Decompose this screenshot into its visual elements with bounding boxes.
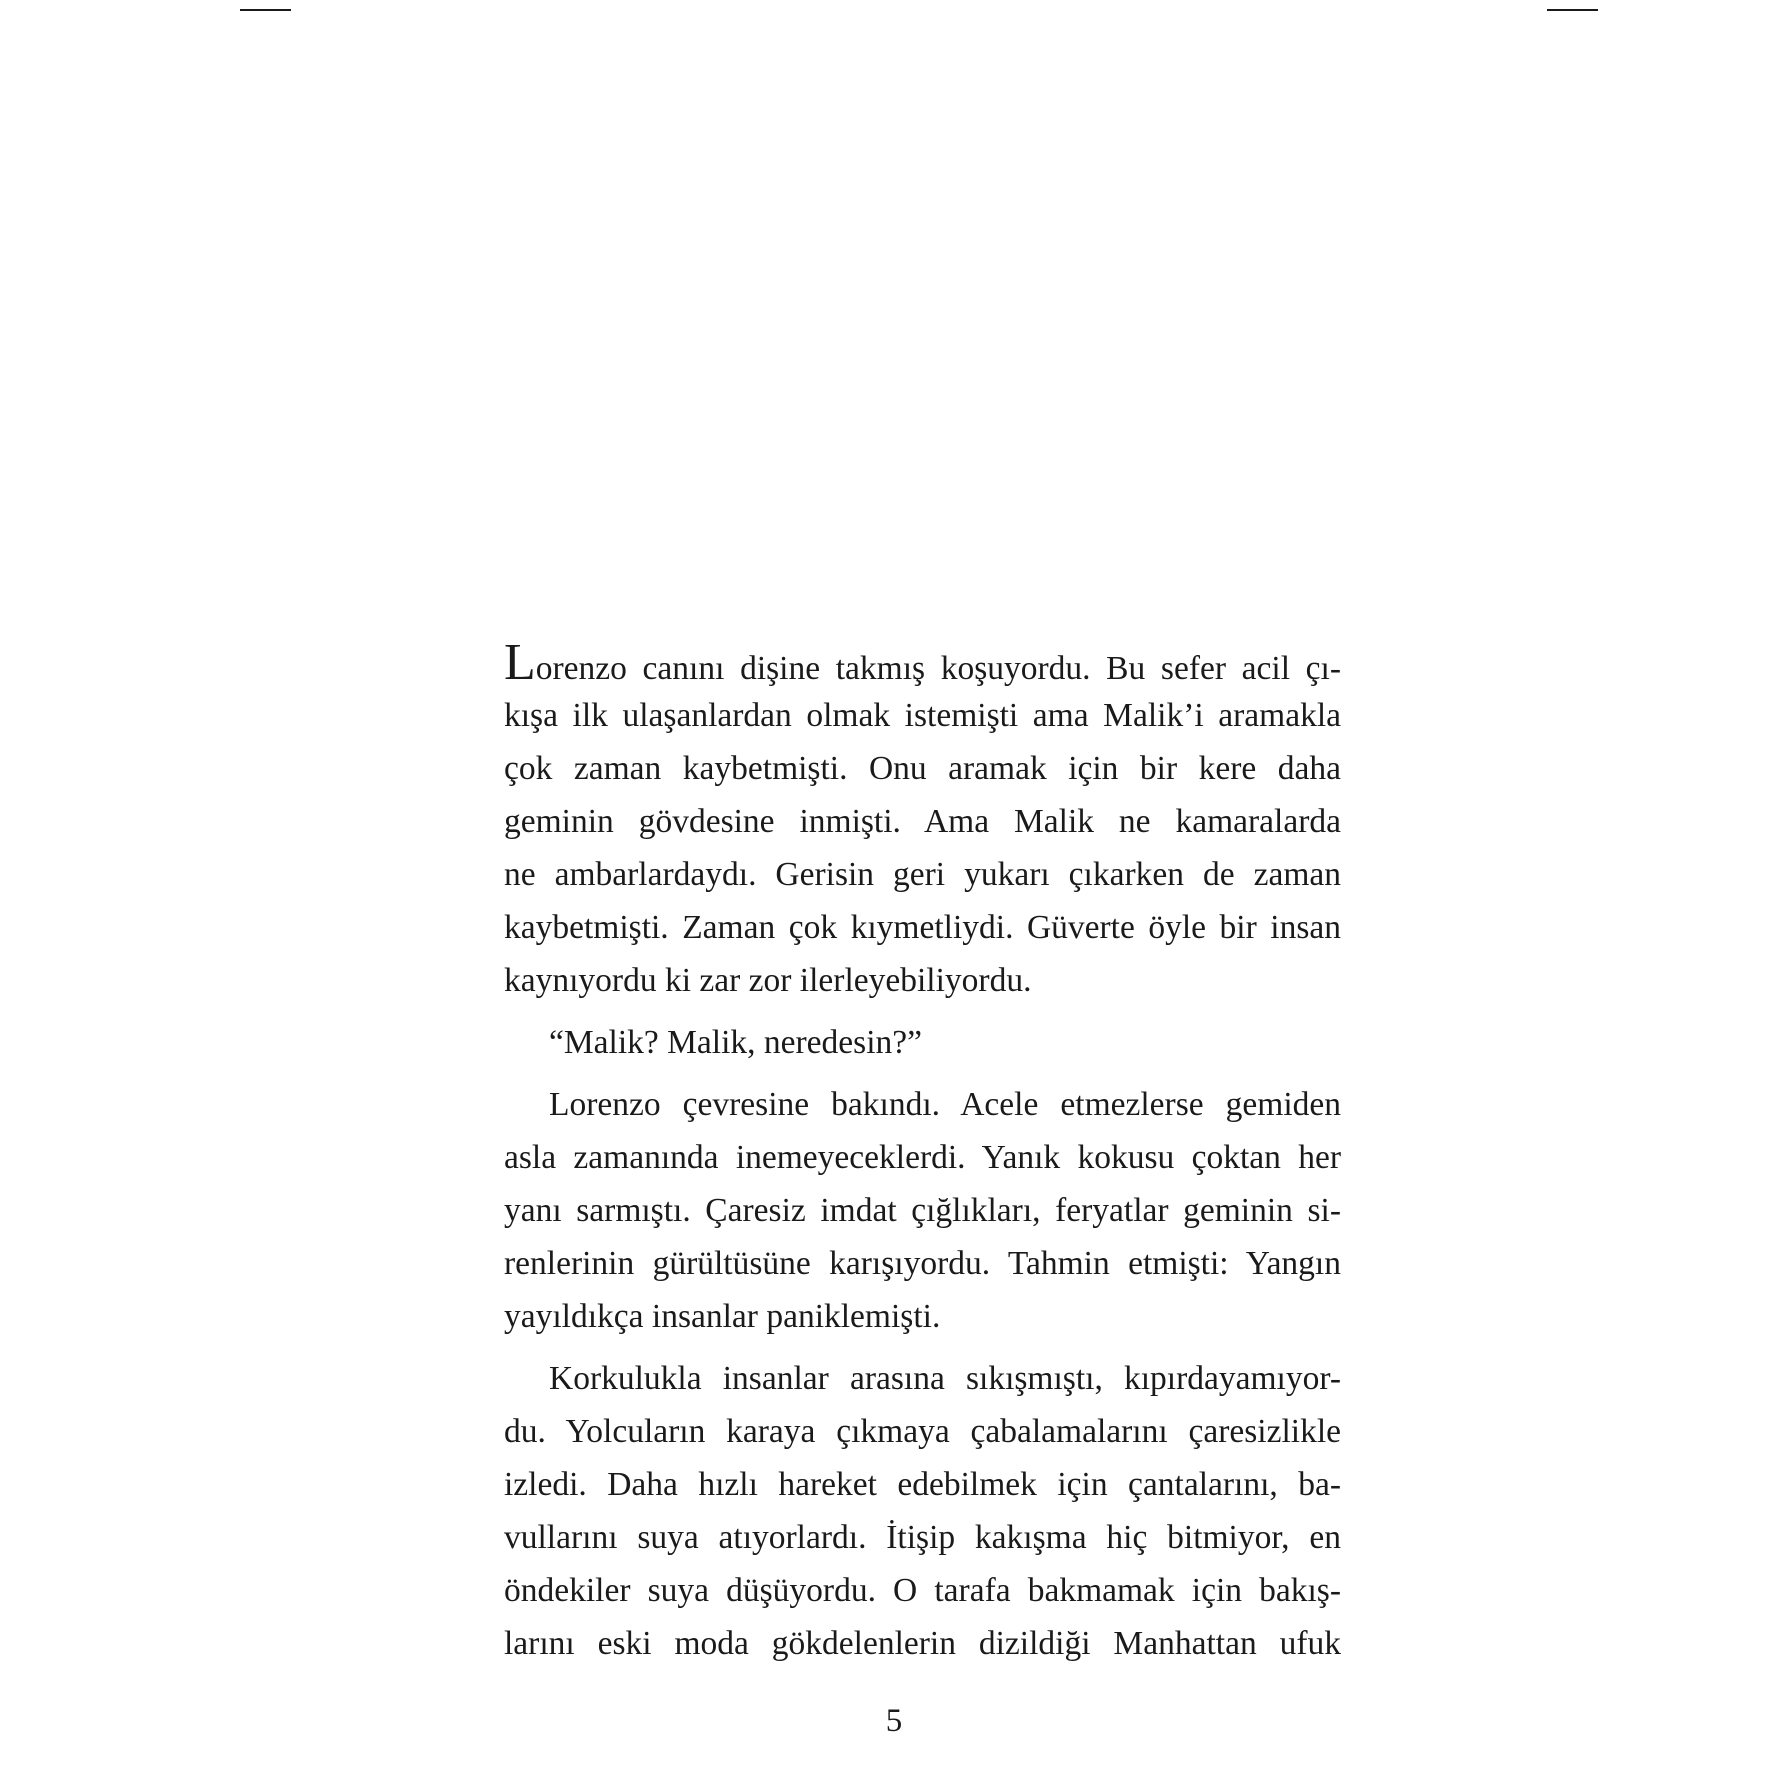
text-line: du. Yolcuların karaya çıkmaya çabalamalarını çaresizlikle [504, 1413, 1341, 1450]
text-line: kışa ilk ulaşanlardan olmak istemişti ama Malik’i aramakla [504, 697, 1341, 734]
crop-mark-right [1547, 9, 1598, 11]
text-line: Lorenzo canını dişine takmış koşuyordu. Bu sefer acil çı- [504, 636, 1341, 689]
drop-cap: L [504, 636, 536, 689]
text-line: yayıldıkça insanlar paniklemişti. [504, 1298, 941, 1335]
text-line: “Malik? Malik, neredesin?” [549, 1024, 922, 1061]
text-line: larını eski moda gökdelenlerin dizildiği Manhattan ufuk [504, 1625, 1341, 1662]
text-line: asla zamanında inemeyeceklerdi. Yanık kokusu çoktan her [504, 1139, 1341, 1176]
text-line: kaybetmişti. Zaman çok kıymetliydi. Güverte öyle bir insan [504, 909, 1341, 946]
text-line: renlerinin gürültüsüne karışıyordu. Tahmin etmişti: Yangın [504, 1245, 1341, 1282]
text-line: izledi. Daha hızlı hareket edebilmek için çantalarını, ba- [504, 1466, 1341, 1503]
text-line: geminin gövdesine inmişti. Ama Malik ne kamaralarda [504, 803, 1341, 840]
paragraph-gap [504, 1343, 1341, 1352]
text-line: kaynıyordu ki zar zor ilerleyebiliyordu. [504, 962, 1032, 999]
paragraph-gap [504, 1069, 1341, 1078]
text-line: öndekiler suya düşüyordu. O tarafa bakmamak için bakış- [504, 1572, 1341, 1609]
text-line: Korkulukla insanlar arasına sıkışmıştı, kıpırdayamıyor- [549, 1360, 1341, 1397]
paragraph-gap [504, 1007, 1341, 1016]
text-line: ne ambarlardaydı. Gerisin geri yukarı çıkarken de zaman [504, 856, 1341, 893]
crop-mark-left [240, 9, 291, 11]
text-line: yanı sarmıştı. Çaresiz imdat çığlıkları, feryatlar geminin si- [504, 1192, 1341, 1229]
text-line: vullarını suya atıyorlardı. İtişip kakışma hiç bitmiyor, en [504, 1519, 1341, 1556]
body-text [504, 636, 1341, 1670]
text-line: Lorenzo çevresine bakındı. Acele etmezlerse gemiden [549, 1086, 1341, 1123]
page-number: 5 [885, 1703, 903, 1739]
text-line: çok zaman kaybetmişti. Onu aramak için bir kere daha [504, 750, 1341, 787]
